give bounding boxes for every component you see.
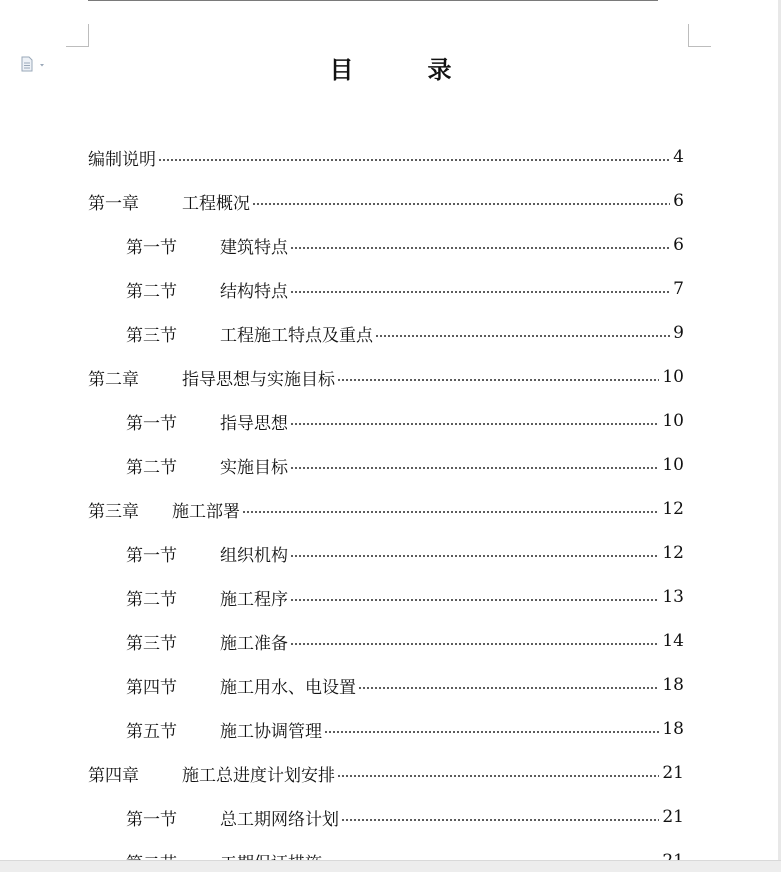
toc-entry[interactable] [126,453,684,477]
toc-entry[interactable] [126,673,684,697]
toc-leader-dots [324,731,659,733]
toc-entry[interactable] [88,497,684,521]
toc-entry-page-number: 18 [662,719,684,739]
page-top-rule [88,0,658,1]
page-title [0,50,781,85]
toc-entry-title: 实施目标 [220,457,288,478]
toc-leader-dots [341,819,659,821]
toc-entry-number: 第二节 [126,281,177,302]
toc-entry-title: 施工总进度计划安排 [182,765,335,786]
toc-entry-number: 第四节 [126,677,177,698]
toc-entry-page-number: 21 [662,763,684,783]
toc-entry-page-number: 21 [662,807,684,827]
toc-entry-page-number: 10 [662,455,684,475]
title-char-right: 录 [427,55,452,84]
toc-entry-page-number: 6 [673,191,684,211]
toc-entry-number: 第四章 [88,765,139,786]
toc-leader-dots [358,687,659,689]
toc-entry-title: 工程施工特点及重点 [220,325,373,346]
toc-entry[interactable] [126,717,684,741]
toc-leader-dots [242,511,659,513]
toc-entry-number: 第三章 [88,501,139,522]
toc-entry-title: 组织机构 [220,545,288,566]
toc-entry-title: 施工部署 [172,501,240,522]
toc-entry[interactable] [88,145,684,169]
toc-entry-page-number: 18 [662,675,684,695]
toc-entry-number: 第二节 [126,457,177,478]
toc-entry[interactable] [126,541,684,565]
margin-corner-top-left [66,24,89,47]
toc-leader-dots [290,247,670,249]
toc-entry-number: 第三节 [126,633,177,654]
toc-entry-page-number: 12 [662,543,684,563]
toc-entry[interactable] [126,585,684,609]
toc-entry[interactable] [126,233,684,257]
toc-entry-title: 施工用水、电设置 [220,677,356,698]
toc-entry[interactable] [88,761,684,785]
toc-entry-title: 施工程序 [220,589,288,610]
toc-entry[interactable] [88,365,684,389]
toc-entry-number: 第五节 [126,721,177,742]
toc-leader-dots [290,643,659,645]
toc-entry-page-number: 4 [673,147,684,167]
toc-entry-title: 指导思想 [220,413,288,434]
toc-leader-dots [375,335,670,337]
toc-leader-dots [337,775,659,777]
toc-entry-title: 工程概况 [182,193,250,214]
toc-entry[interactable] [126,321,684,345]
toc-entry-title: 结构特点 [220,281,288,302]
toc-leader-dots [290,555,659,557]
toc-entry[interactable] [126,629,684,653]
toc-entry-page-number: 9 [673,323,684,343]
toc-entry-title: 建筑特点 [220,237,288,258]
toc-entry[interactable] [126,805,684,829]
toc-entry-page-number: 6 [673,235,684,255]
toc-entry-number: 第一章 [88,193,139,214]
toc-leader-dots [290,291,670,293]
toc-leader-dots [337,379,659,381]
toc-leader-dots [252,203,670,205]
toc-entry-page-number: 13 [662,587,684,607]
margin-corner-top-right [688,24,711,47]
toc-entry-number: 第二节 [126,589,177,610]
toc-entry-page-number: 14 [662,631,684,651]
toc-entry-number: 编制说明 [88,149,156,170]
toc-entry-title: 施工协调管理 [220,721,322,742]
toc-entry[interactable] [126,409,684,433]
toc-leader-dots [290,599,659,601]
toc-entry[interactable] [88,189,684,213]
toc-entry-number: 第一节 [126,237,177,258]
toc-entry-number: 第一节 [126,413,177,434]
toc-entry-number: 第一节 [126,545,177,566]
toc-entry-title: 施工准备 [220,633,288,654]
toc-entry-page-number: 7 [673,279,684,299]
toc-entry-number: 第二章 [88,369,139,390]
toc-leader-dots [290,423,659,425]
title-char-left: 目 [329,55,354,84]
toc-entry-page-number: 10 [662,367,684,387]
toc-entry-page-number: 10 [662,411,684,431]
toc-entry-title: 总工期网络计划 [220,809,339,830]
toc-entry-number: 第三节 [126,325,177,346]
toc-leader-dots [158,159,670,161]
toc-entry-page-number: 12 [662,499,684,519]
toc-entry-title: 指导思想与实施目标 [182,369,335,390]
status-bar [0,860,781,872]
toc-leader-dots [290,467,659,469]
toc-entry[interactable] [126,277,684,301]
toc-entry-number: 第一节 [126,809,177,830]
